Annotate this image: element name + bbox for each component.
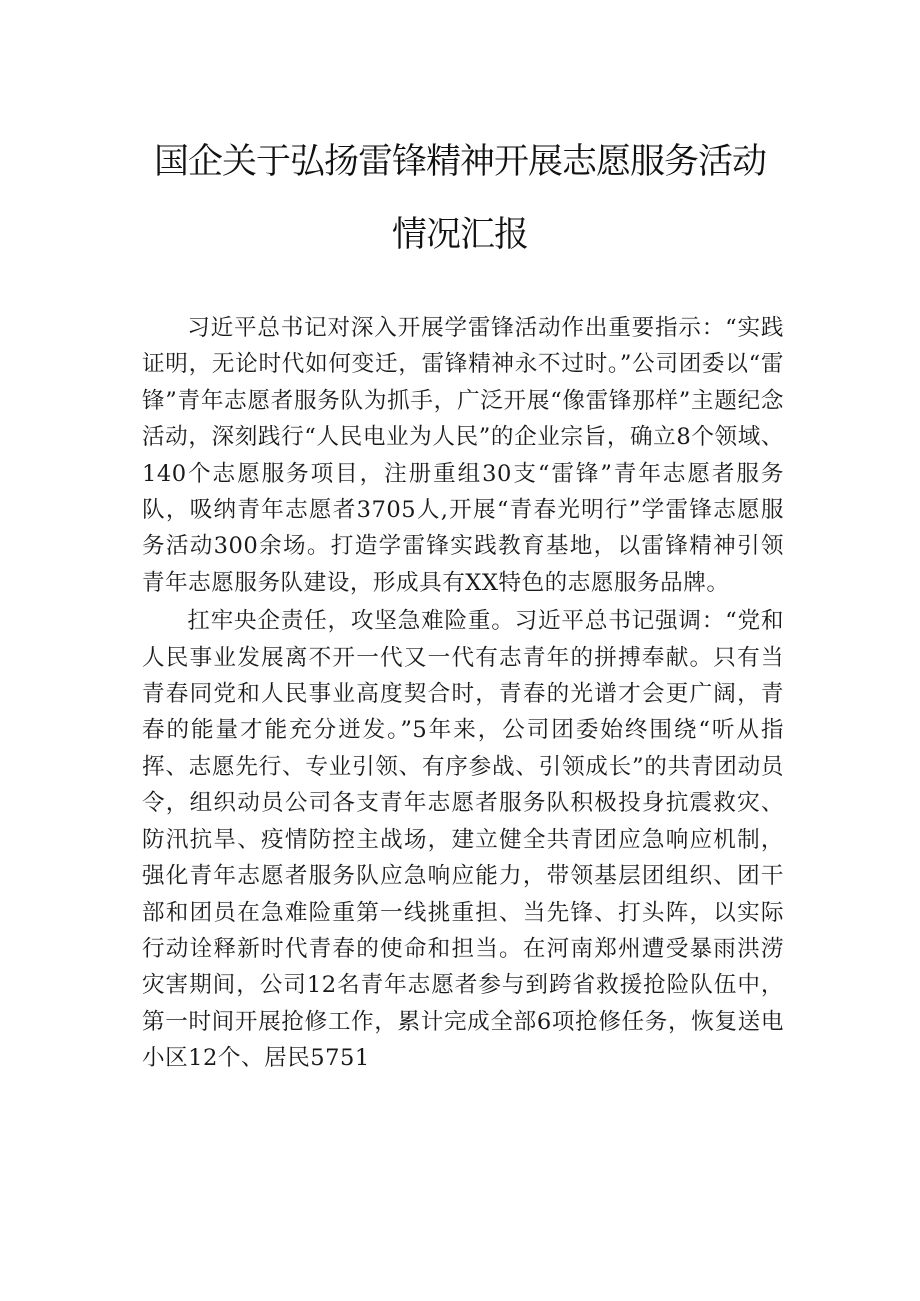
paragraph-lei-feng-volunteer-teams: 习近平总书记对深入开展学雷锋活动作出重要指示：“实践证明，无论时代如何变迁，雷锋精神永不过时。”公司团委以“雷锋”青年志愿者服务队为抓手，广泛开展“像雷锋那样”主题纪念活动，深刻践行“人民电业为人民”的企业宗旨，确立8个领域、140个志愿服务项目，注册重组30支“雷锋”青年志愿者服务队，吸纳青年志愿者3705人,开展“青春光明行”学雷锋志愿服务活动300余场。打造学雷锋实践教育基地，以雷锋精神引领青年志愿服务队建设，形成具有XX特色的志愿服务品牌。	[142, 315, 784, 596]
document-title-line-1: 国企关于弘扬雷锋精神开展志愿服务活动	[153, 142, 766, 182]
document-body	[142, 310, 784, 1079]
document-title-line-2: 情况汇报	[391, 215, 528, 255]
paragraph-emergency-response: 扛牢央企责任，攻坚急难险重。习近平总书记强调：“党和人民事业发展离不开一代又一代有志青年的拼搏奉献。只有当青春同党和人民事业高度契合时，青春的光谱才会更广阔，青春的能量才能充分迸发。”5年来，公司团委始终围绕“听从指挥、志愿先行、专业引领、有序参战、引领成长”的共青团动员令，组织动员公司各支青年志愿者服务队积极投身抗震救灾、防汛抗旱、疫情防控主战场，建立健全共青团应急响应机制，强化青年志愿者服务队应急响应能力，带领基层团组织、团干部和团员在急难险重第一线挑重担、当先锋、打头阵，以实际行动诠释新时代青春的使命和担当。在河南郑州遭受暴雨洪涝灾害期间，公司12名青年志愿者参与到跨省救援抢险队伍中，第一时间开展抢修工作，累计完成全部6项抢修任务，恢复送电小区12个、居民5751	[142, 608, 784, 1072]
